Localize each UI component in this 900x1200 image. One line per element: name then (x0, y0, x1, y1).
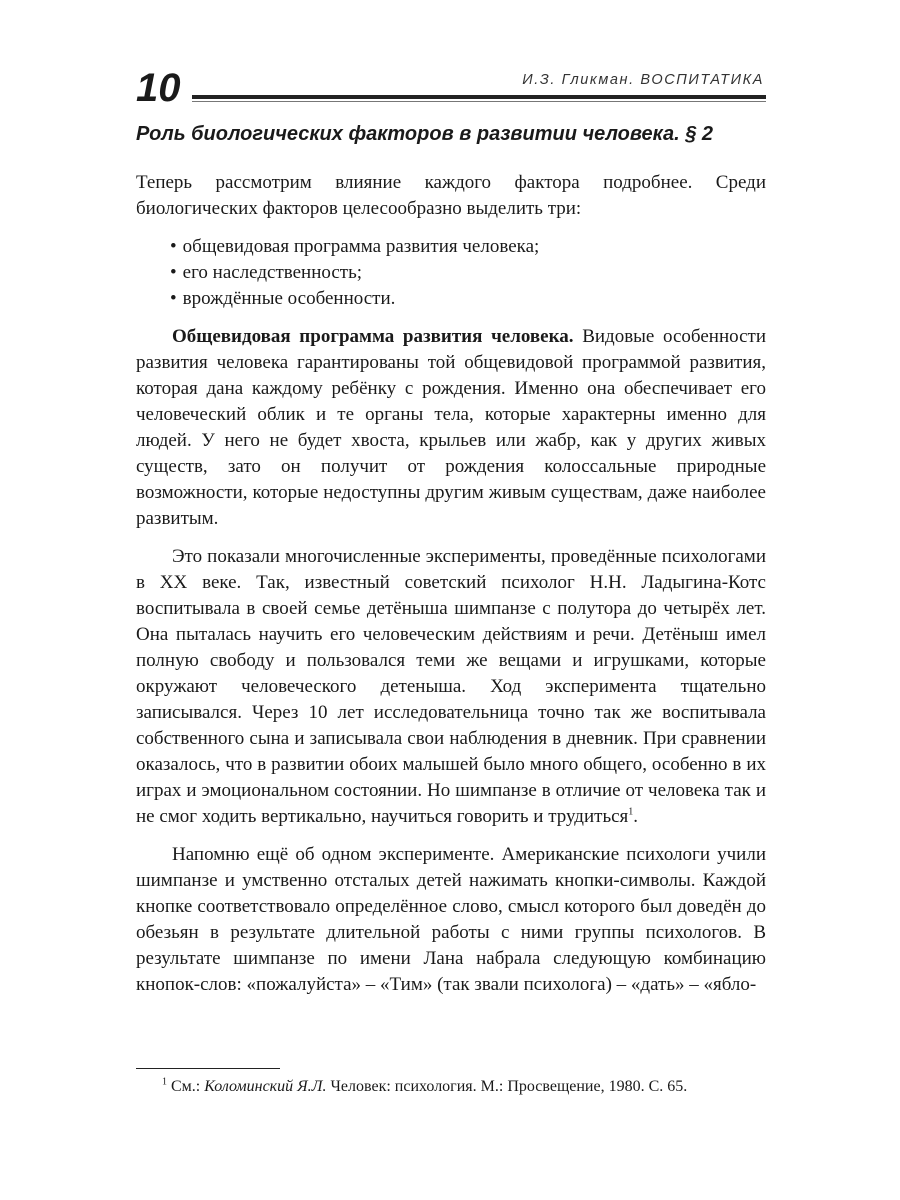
header-rule-thin (192, 101, 766, 102)
paragraph-lead: Общевидовая программа развития человека. (172, 326, 574, 347)
footnote-reference[interactable]: 1 (628, 806, 634, 818)
footnote-mark: 1 (162, 1076, 167, 1088)
section-title: Роль биологических факторов в развитии человека. § 2 (136, 123, 714, 145)
paragraph-experiments (136, 544, 766, 830)
footnote-separator (136, 1068, 280, 1069)
bullet-icon: • (170, 236, 177, 257)
list-item-text: врождённые особенности. (182, 288, 396, 309)
paragraph-text: Это показали многочисленные эксперименты, проведённые психологами в XX веке. Так, известный советский психолог Н.Н. Ладыгина-Котс воспитывала в своей семье детёныша шимпанзе с полутора до четырёх лет. Она пыталась научить его человеческим действиям и речи. Детёныш имел полную свободу и пользовался теми же вещами и игрушками, которые окружают человеческого детеныша. Ход эксперимента тщательно записывался. Через 10 лет исследовательница точно так же воспитывала собственного сына и записывала свои наблюдения в дневник. При сравнении оказалось, что в развитии обоих малышей было много общего, особенно в их играх и эмоциональном состоянии. Но шимпанзе в отличие от человека так и не смог ходить вертикально, научиться говорить и трудиться (136, 546, 766, 827)
paragraph-end: . (633, 806, 639, 827)
paragraph-text: Видовые особенности развития человека гарантированы той общевидовой программой развития, которая дана каждому ребёнку с рождения. Именно она обеспечивает его человеческий облик и те органы тела, которые характерны именно для людей. У него не будет хвоста, крыльев или жабр, как у других живых существ, зато он получит от рождения колоссальные природные возможности, которые недоступны другим живым существам, даже наиболее развитым. (136, 326, 767, 529)
page-number: 10 (136, 66, 181, 110)
footnote-source: Человек: психология. М.: Просвещение, 1980. С. 65. (330, 1078, 688, 1095)
factor-list (136, 234, 766, 312)
main-text (136, 170, 766, 1010)
footnote-author: Коломинский Я.Л. (204, 1078, 327, 1095)
list-item (170, 260, 766, 286)
bullet-icon: • (170, 262, 177, 283)
list-item-text: его наследственность; (182, 262, 363, 283)
running-header (136, 60, 766, 110)
list-item (170, 286, 766, 312)
paragraph-species-program (136, 324, 766, 532)
header-rule-thick (192, 95, 766, 99)
list-item (170, 234, 766, 260)
footnote-prefix: См.: (171, 1078, 201, 1095)
footnote (136, 1075, 766, 1098)
list-item-text: общевидовая программа развития человека; (182, 236, 540, 257)
intro-paragraph: Теперь рассмотрим влияние каждого фактора подробнее. Среди биологических факторов целесообразно выделить три: (136, 172, 766, 219)
paragraph-second-experiment: Напомню ещё об одном эксперименте. Американские психологи учили шимпанзе и умственно отсталых детей нажимать кнопки-символы. Каждой кнопке соответствовало определённое слово, смысл которого был доведён до обезьян в результате длительной работы с ними группы психологов. В результате шимпанзе по имени Лана набрала следующую комбинацию кнопок-слов: «пожалуйста» – «Тим» (так звали психолога) – «дать» – «ябло- (136, 844, 766, 995)
running-title: И.З. Гликман. ВОСПИТАТИКА (522, 72, 764, 88)
bullet-icon: • (170, 288, 177, 309)
